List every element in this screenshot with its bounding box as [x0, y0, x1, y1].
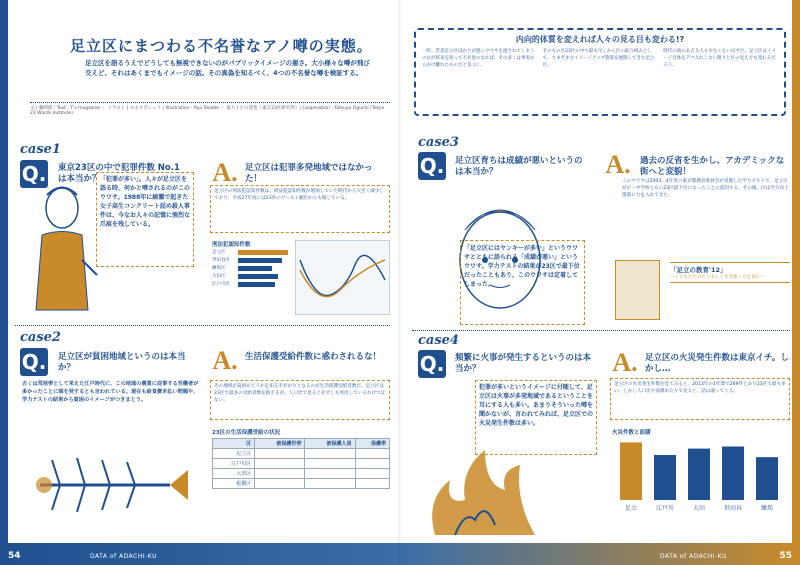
credit-line: 文 | 藤崎典｜Text : T's magazine ・ イラスト | ヨネクボシュリ | Illustration : Ryo Shiobe ・ 協力 | 小口達也（東京23区研究所）| Cooperation : Tatsuya Oguchi (Tokyo 23 Wards Institute): [30, 102, 390, 116]
intro-box: [414, 28, 786, 116]
case4-answer: 足立区の火災発生件数は東京イチ。しかし…: [645, 353, 789, 374]
case1-answer: 足立区は犯罪多発地域ではなかった！: [245, 163, 373, 184]
q-badge-2: Q.: [21, 350, 47, 374]
chart3-bar: [722, 446, 744, 500]
table-cell: [305, 469, 355, 479]
table-row: [213, 459, 390, 469]
a-badge-4: A.: [612, 348, 638, 377]
chart1-bar: [238, 258, 282, 263]
chart1-row: [212, 280, 292, 288]
divider: [412, 330, 790, 331]
intro-col: 時代の波にあえる人も少なくないはずだ。足立区はイメージ自体をテコ入れしない限りと区の見え方も変わるだろう。: [663, 49, 776, 68]
chart1-tick-label: 世田谷区: [212, 258, 230, 263]
case1-question: 東京23区の中で犯罪件数 No.1 は本当か？: [58, 163, 180, 184]
case3-q-body: 「足立区にはヤンキーが多い」というウワサとともに語られる「成績が悪い」というウワサ。学力テストの結果が23区で最下位だったこともあり、このウワサは定着してしまった。: [464, 245, 580, 288]
table-cell: 板橋区: [213, 479, 255, 489]
chart1-bars: [212, 248, 292, 288]
case1-q-body: 「犯罪が多い」。人々が足立区を語る時、何かと噂されるのがこのウワサ。1988年に綾瀬で起きた女子高生コンクリート詰め殺人事件は、今なお人々の記憶に強烈な爪痕を残している。: [100, 176, 191, 228]
crime-line-chart: [295, 240, 390, 317]
divider: [15, 325, 390, 326]
chart3-tick-label: 練馬: [760, 505, 774, 512]
table-cell: [255, 479, 305, 489]
chart3-bar: [620, 442, 642, 500]
chart1-tick-label: 江戸川区: [212, 282, 230, 287]
case2-q-body: 古くは荒地帯として栄えた江戸時代に、この地域の農業に従事する労働者が多かったことに端を発するとも言われている。現在も給食費未払い問題や、学力テストの結果から貧困のイメージがつきまとう。: [22, 381, 199, 403]
fish-bone-illustration: [30, 440, 190, 530]
chart1-bar: [238, 282, 275, 287]
chart2-title: 23区の生活保護受給の状況: [212, 430, 281, 436]
footer-label-right: DATA of ADACHI-KU: [660, 553, 727, 560]
book-subtitle: 〜子どもたちのたくましく生き抜く力を育む〜: [670, 275, 765, 280]
table-cell: [255, 449, 305, 459]
intro-col: そのもの区23区の中で最も早くから区の取り組みとして、さまざまなイメージアップ施策を展開してきた足立区。: [542, 49, 655, 68]
case4-label: case4: [418, 333, 459, 348]
table-cell: [255, 459, 305, 469]
book-spine: [398, 0, 402, 565]
table-row: [213, 449, 390, 459]
crime-bar-chart: [212, 240, 292, 288]
page-number-right: 55: [779, 551, 792, 561]
case1-a-body: 足立区の刑法犯認知件数は、刑法犯認知件数が増加していた時代から大きく減少しており、平成27年度には23区のワースト順位からも脱している。: [214, 189, 384, 202]
a-badge-3: A.: [605, 150, 631, 179]
q-badge-1: Q.: [21, 162, 47, 186]
chart1-row: [212, 272, 292, 280]
q-badge-4: Q.: [419, 352, 445, 376]
chart3-bar: [654, 455, 676, 500]
chart1-title: 刑法犯認知件数: [212, 242, 251, 248]
chart3-bar: [756, 457, 778, 500]
right-edge-band: [792, 0, 800, 543]
case2-a-body: その地域が貧困かどうかを知る手がかりとなるのが生活保護受給者数だ。足立区は23区で最多の受給者数を抱えるが、人口比で見ると必ずしも突出しているわけではない。: [214, 384, 386, 404]
book-title: 「足立の教育'12」: [670, 266, 727, 274]
welfare-table: [212, 428, 392, 489]
chart1-tick-label: 大田区: [212, 274, 226, 279]
intro-title: 内向的体質を変えれば人々の見る目も変わる!?: [515, 35, 685, 44]
intro-columns: [422, 48, 778, 69]
footer-bar-left: [0, 543, 400, 565]
table-cell: [355, 459, 390, 469]
case2-label: case2: [20, 330, 61, 345]
chart3-tick-label: 大田: [692, 505, 706, 512]
chart3-bar: [688, 449, 710, 500]
chart3-tick-label: 世田谷: [723, 505, 743, 512]
chart3-tick-label: 足立: [624, 505, 638, 512]
lead-text: 足立区を語るうえでどうしても無視できないのがパブリックイメージの悪さ。大小様々な噂が飛び交えど、それはあくまでもイメージの話。その真偽を知るべく、4つの不名誉な噂を検証する。: [85, 59, 370, 77]
man-illustration: [22, 180, 102, 320]
case1-label: case1: [20, 142, 61, 157]
table-cell: 足立区: [213, 449, 255, 459]
right-page: [400, 0, 800, 565]
case4-q-body: 犯罪が多いというイメージに付随して、足立区は火事が多発地域であるということを耳にする人も多い。あまりそういった噂を聞かないが、言われてみれば、足立区での火災発生件数は多い。: [479, 384, 594, 427]
case3-question: 足立区育ちは成績が悪いというのは本当か？: [455, 156, 583, 177]
fire-bar-chart: [612, 428, 792, 518]
table-cell: [255, 469, 305, 479]
table-header: 保護率: [355, 439, 390, 449]
table-cell: 大田区: [213, 469, 255, 479]
table-cell: [355, 469, 390, 479]
chart1-bar: [238, 266, 272, 271]
page-number-left: 54: [8, 551, 21, 561]
chart1-tick-label: 練馬区: [212, 266, 226, 271]
fire-illustration: [415, 440, 565, 540]
welfare-table-grid: [212, 438, 390, 489]
a-badge-2: A.: [212, 346, 238, 375]
footer-bar-right: [400, 543, 800, 565]
fire-chart-svg: [612, 436, 790, 516]
chart1-bar: [238, 274, 278, 279]
line-chart-svg: [295, 240, 390, 315]
chart3-title: 火災件数と面積: [612, 430, 651, 436]
table-header: 被保護人員: [305, 439, 355, 449]
page-title: 足立区にまつわる不名誉なアノ噂の実態。: [70, 37, 373, 55]
case4-question: 頻繁に火事が発生するというのは本当か？: [455, 353, 592, 374]
chart1-row: [212, 264, 292, 272]
case4-a-body: 足立区の火災発生件数を見てみると、2013年の1年間で269件とあり23区で最も多い。しかし人口比や面積あたりで見ると、話は違ってくる。: [614, 382, 786, 395]
a-badge-1: A.: [212, 158, 238, 187]
book-caption: [670, 262, 790, 283]
intro-col: 一昨、若者足立区ばかりが悪いウワサを流されてしまうのかが将来を知って不名誉のなかば、その多くは事実からかけ離れたものだと気づく。: [422, 49, 535, 68]
chart1-tick-label: 足立区: [212, 250, 226, 255]
q-badge-3: Q.: [419, 154, 445, 178]
table-row: [213, 479, 390, 489]
table-cell: [305, 449, 355, 459]
table-cell: [355, 449, 390, 459]
chart1-row: [212, 248, 292, 256]
chart1-row: [212, 256, 292, 264]
left-edge-band: [0, 0, 8, 543]
table-cell: [355, 479, 390, 489]
table-header: 被保護世帯: [255, 439, 305, 449]
footer-label-left: DATA of ADACHI-KU: [90, 553, 157, 560]
education-book-cover: [615, 260, 660, 320]
table-cell: 江戸川区: [213, 459, 255, 469]
table-row: [213, 469, 390, 479]
table-cell: [305, 459, 355, 469]
case2-answer: 生活保護受給件数に惑わされるな！: [245, 352, 382, 362]
case3-a-body: このウワサは2003、4年度に東京都教育委員会が実施した学力テストで、足立区が小・中学校ともに23区最下位になったことに起因する。その後、区は学力向上施策に力を入れてきた。: [622, 179, 789, 199]
chart1-bar: [238, 250, 288, 255]
case3-answer: 過去の反省を生かし、アカデミックな街へと変貌！: [640, 156, 785, 177]
chart3-tick-label: 江戸川: [655, 505, 675, 512]
table-header: 区: [213, 439, 255, 449]
case3-label: case3: [418, 135, 459, 150]
table-cell: [305, 479, 355, 489]
case2-question: 足立区が貧困地域というのは本当か？: [58, 352, 186, 373]
